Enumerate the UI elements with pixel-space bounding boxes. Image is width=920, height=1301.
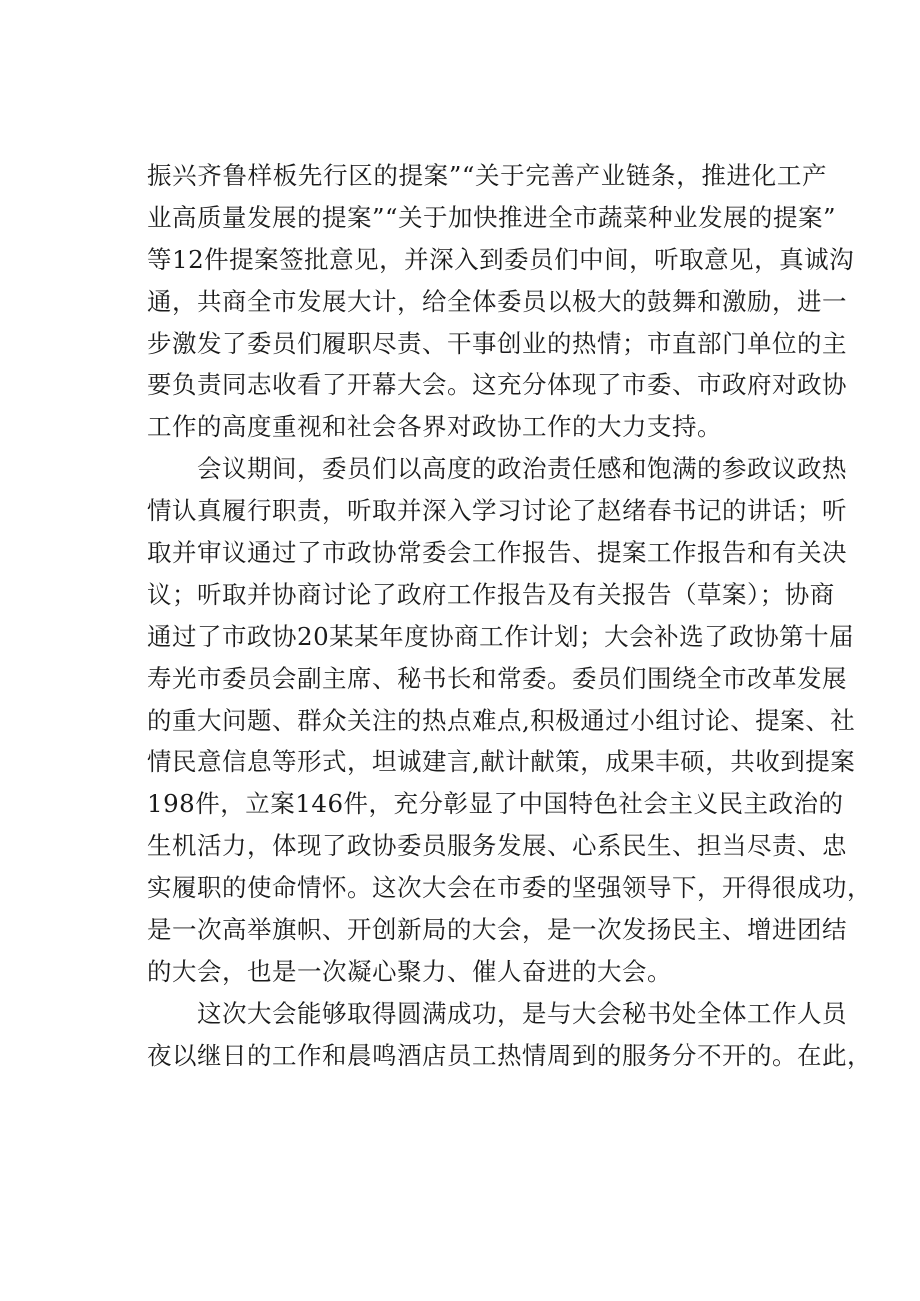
paragraph-2-line-8: 情民意信息等形式，坦诚建言,献计献策，成果丰硕，共收到提案 xyxy=(147,747,856,777)
paragraph-1-line-1: 振兴齐鲁样板先行区的提案”“关于完善产业链条，推进化工产 xyxy=(147,161,827,190)
paragraph-1-line-5: 步激发了委员们履职尽责、干事创业的热情；市直部门单位的主 xyxy=(147,328,847,358)
paragraph-3-line-1: 这次大会能够取得圆满成功，是与大会秘书处全体工作人员 xyxy=(197,998,847,1028)
body-text xyxy=(147,155,872,1077)
paragraph-1-line-4: 通，共商全市发展大计，给全体委员以极大的鼓舞和激励，进一 xyxy=(147,286,847,316)
paragraph-1-line-3: 等12件提案签批意见，并深入到委员们中间，听取意见，真诚沟 xyxy=(147,244,855,274)
paragraph-2-line-3: 取并审议通过了市政协常委会工作报告、提案工作报告和有关决 xyxy=(147,538,847,568)
paragraph-2-line-12: 是一次高举旗帜、开创新局的大会，是一次发扬民主、增进团结 xyxy=(147,915,847,945)
paragraph-2-line-5: 通过了市政协20某某年度协商工作计划；大会补选了政协第十届 xyxy=(147,621,855,651)
paragraph-2-line-7: 的重大问题、群众关注的热点难点,积极通过小组讨论、提案、社 xyxy=(147,705,856,735)
paragraph-2-line-2: 情认真履行职责，听取并深入学习讨论了赵绪春书记的讲话；听 xyxy=(147,496,847,526)
paragraph-2-line-11: 实履职的使命情怀。这次大会在市委的坚强领导下，开得很成功， xyxy=(147,873,872,903)
paragraph-1-line-7: 工作的高度重视和社会各界对政协工作的大力支持。 xyxy=(147,412,722,442)
paragraph-2-line-1: 会议期间，委员们以高度的政治责任感和饱满的参政议政热 xyxy=(197,454,847,484)
paragraph-1-line-6: 要负责同志收看了开幕大会。这充分体现了市委、市政府对政协 xyxy=(147,370,847,400)
paragraph-3-line-2: 夜以继日的工作和晨鸣酒店员工热情周到的服务分不开的。在此， xyxy=(147,1040,872,1070)
paragraph-2-line-6: 寿光市委员会副主席、秘书长和常委。委员们围绕全市改革发展 xyxy=(147,663,847,693)
paragraph-1-line-2: 业高质量发展的提案”“关于加快推进全市蔬菜种业发展的提案” xyxy=(147,202,837,232)
paragraph-2-line-10: 生机活力，体现了政协委员服务发展、心系民生、担当尽责、忠 xyxy=(147,831,847,861)
paragraph-2-line-9: 198件，立案146件，充分彰显了中国特色社会主义民主政治的 xyxy=(147,789,844,819)
paragraph-2-line-13: 的大会，也是一次凝心聚力、催人奋进的大会。 xyxy=(147,956,672,986)
paragraph-2-line-4: 议；听取并协商讨论了政府工作报告及有关报告（草案）；协商 xyxy=(147,579,835,609)
